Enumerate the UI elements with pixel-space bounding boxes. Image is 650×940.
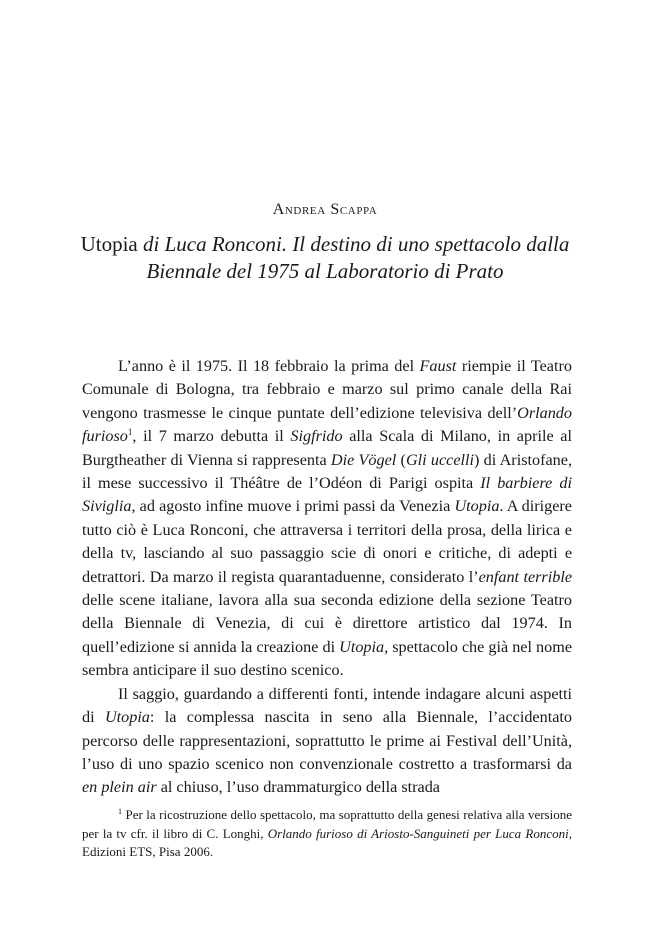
footnote-marker: 1 <box>127 427 133 438</box>
italic-text: enfant terrible <box>478 567 572 586</box>
text-run: al chiuso, l’uso drammaturgico della strada <box>156 778 440 797</box>
italic-text: Sigfrido <box>290 427 343 446</box>
text-run: alla Scala di Milano, in aprile al Burgtheather di Vienna si rappresenta <box>82 427 572 469</box>
title-part: di Luca Ronconi. Il destino di uno spettacolo dalla Biennale del 1975 al Laboratorio di Prato <box>137 232 570 283</box>
italic-text: Utopia <box>104 708 150 727</box>
text-run: L’anno è il 1975. Il 18 febbraio la prima del <box>118 357 420 375</box>
text-run: Per la ricostruzione dello spettacolo, ma soprattutto della genesi relativa alla versione per la tv cfr. il libro di C. Longhi, <box>82 807 572 841</box>
text-run: , spettacolo che già nel nome sembra anticipare il suo destino scenico. <box>82 637 573 680</box>
italic-text: Orlando furioso di Ariosto-Sanguineti per Luca Ronconi <box>267 825 569 841</box>
italic-text: Orlando furioso <box>82 403 572 446</box>
italic-text: Utopia <box>454 497 500 516</box>
footnote-marker: 1 <box>118 807 122 816</box>
body-text <box>82 355 572 800</box>
italic-text: Die Vögel <box>330 450 397 469</box>
text-run: delle scene italiane, lavora alla sua seconda edizione della sezione Teatro della Biennale di Venezia, di cui è direttore artistico dal 1974. In quell’edizione si annida la creazione di <box>82 591 572 656</box>
text-run: riempie il Teatro Comunale di Bologna, tra febbraio e marzo sul primo canale della Rai vengono trasmesse le cinque puntate dell’edizione televisiva dell’ <box>82 357 572 422</box>
text-run: ) di Aristofane, il mese successivo il Théâtre de l’Odéon di Parigi ospita <box>82 450 572 493</box>
author-name: Andrea Scappa <box>272 201 378 218</box>
footnote-text <box>82 806 572 862</box>
title-part: Utopia <box>80 232 138 256</box>
paragraph <box>82 683 572 800</box>
footnote <box>82 806 572 862</box>
paragraph <box>82 355 572 683</box>
text-run: ( <box>396 450 406 469</box>
italic-text: Gli uccelli <box>405 450 475 469</box>
text-run: . A dirigere tutto ciò è Luca Ronconi, che attraversa i territori della prosa, della lirica e della tv, lasciando al suo passaggio scie di onori e critiche, di adepti e detrattori. Da marzo il regista quarantaduenne, considerato l’ <box>82 497 572 586</box>
text-run: , ad agosto infine muove i primi passi da Venezia <box>131 497 455 516</box>
text-run: Il saggio, guardando a differenti fonti, intende indagare alcuni aspetti di <box>82 684 572 727</box>
text-run: : la complessa nascita in seno alla Biennale, l’accidentato percorso delle rappresentazioni, soprattutto le prime ai Festival dell’Unità, l’uso di uno spazio scenico non convenzionale costretto a trasformarsi da <box>82 708 572 773</box>
italic-text: Il barbiere di Siviglia <box>82 474 572 516</box>
italic-text: Faust <box>419 357 457 375</box>
italic-text: Utopia <box>339 637 385 656</box>
text-run: , il 7 marzo debutta il <box>132 427 291 446</box>
text-run: , Edizioni ETS, Pisa 2006. <box>82 825 572 859</box>
italic-text: en plein air <box>82 778 157 797</box>
article-title <box>60 231 590 285</box>
